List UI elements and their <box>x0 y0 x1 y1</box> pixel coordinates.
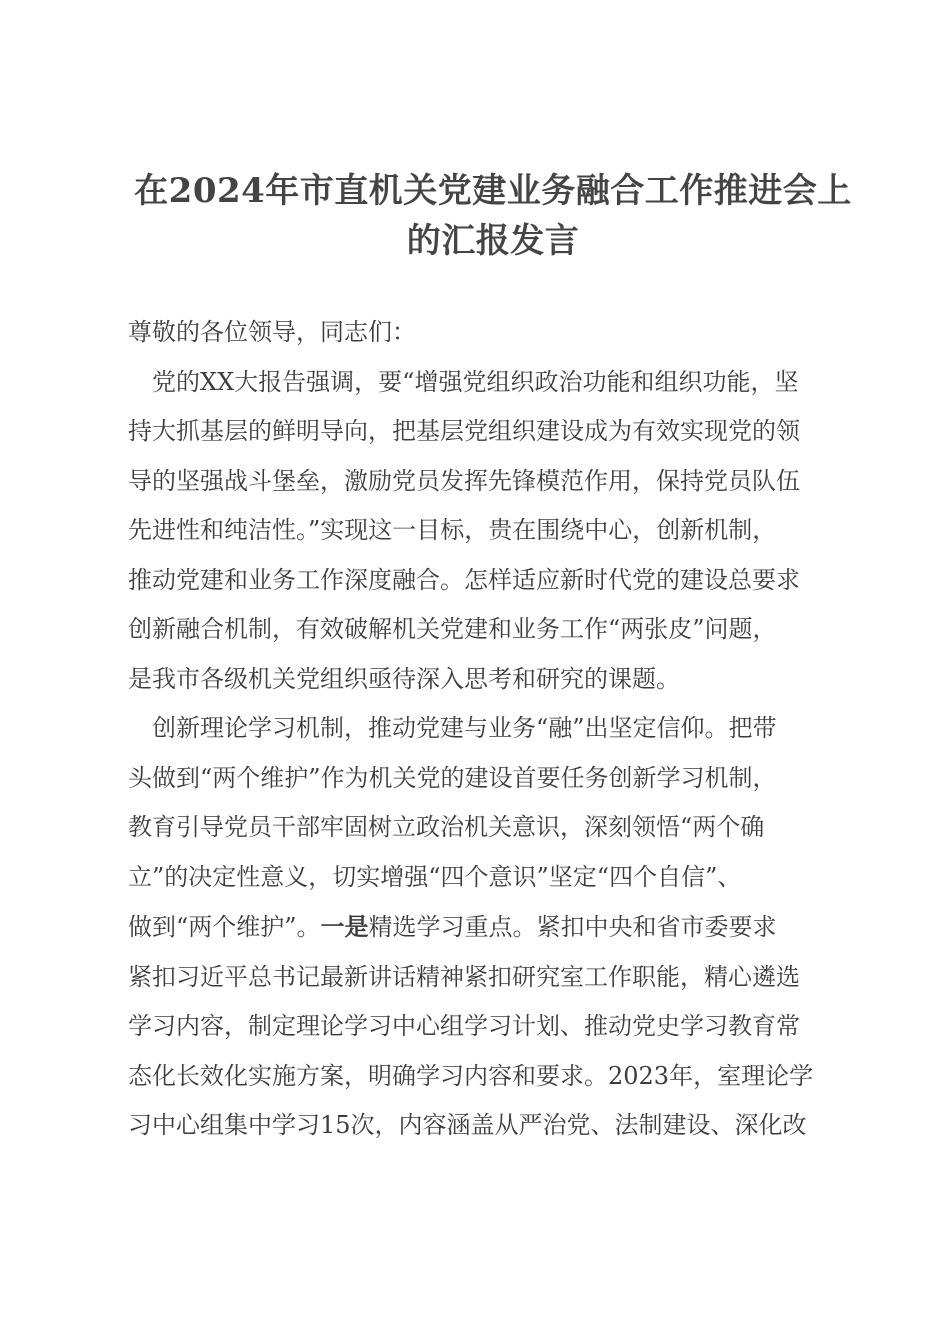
document-body <box>128 308 858 1151</box>
paragraph-2-line-3: 教育引导党员干部牢固树立政治机关意识，深刻领悟“两个确 <box>128 813 765 841</box>
paragraph-2-line-8: 态化长效化实施方案，明确学习内容和要求。2023年，室理论学 <box>128 1061 814 1090</box>
document-title <box>128 166 858 266</box>
paragraph-2-line-5-end: 精选学习重点。紧扣中央和省市委要求 <box>368 913 777 941</box>
emphasis-first-point: 一是 <box>320 912 369 941</box>
title-line-2: 的汇报发言 <box>406 221 580 261</box>
paragraph-2-line-6: 紧扣习近平总书记最新讲话精神紧扣研究室工作职能，精心遴选 <box>128 962 800 991</box>
paragraph-1 <box>128 358 858 705</box>
paragraph-1-line-1: 党的XX大报告强调，要“增强党组织政治功能和组织功能，坚 <box>152 367 799 396</box>
paragraph-1-line-4: 先进性和纯洁性。”实现这一目标，贵在围绕中心，创新机制， <box>128 516 777 544</box>
paragraph-2-line-9: 习中心组集中学习15次，内容涵盖从严治党、法制建设、深化改 <box>128 1111 807 1139</box>
paragraph-2 <box>128 704 858 1151</box>
title-line-1: 在2024年市直机关党建业务融合工作推进会上 <box>134 171 852 211</box>
salutation: 尊敬的各位领导，同志们： <box>128 318 416 346</box>
paragraph-2-line-5-start: 做到“两个维护”。 <box>128 913 321 941</box>
paragraph-1-line-2: 持大抓基层的鲜明导向，把基层党组织建设成为有效实现党的领 <box>128 417 800 445</box>
paragraph-1-line-3: 导的坚强战斗堡垒，激励党员发挥先锋模范作用，保持党员队伍 <box>128 466 800 495</box>
paragraph-2-line-5 <box>128 902 858 953</box>
paragraph-2-line-2: 头做到“两个维护”作为机关党的建设首要任务创新学习机制， <box>128 763 777 792</box>
paragraph-2-line-1: 创新理论学习机制，推动党建与业务“融”出坚定信仰。把带 <box>152 714 777 742</box>
paragraph-2-line-7: 学习内容，制定理论学习中心组学习计划、推动党史学习教育常 <box>128 1012 800 1040</box>
paragraph-2-line-4: 立”的决定性意义，切实增强“四个意识”坚定“四个自信”、 <box>128 862 742 891</box>
paragraph-1-line-6: 创新融合机制，有效破解机关党建和业务工作“两张皮”问题， <box>128 615 777 643</box>
paragraph-1-line-7: 是我市各级机关党组织亟待深入思考和研究的课题。 <box>128 664 680 693</box>
paragraph-1-line-5: 推动党建和业务工作深度融合。怎样适应新时代党的建设总要求 <box>128 565 800 594</box>
